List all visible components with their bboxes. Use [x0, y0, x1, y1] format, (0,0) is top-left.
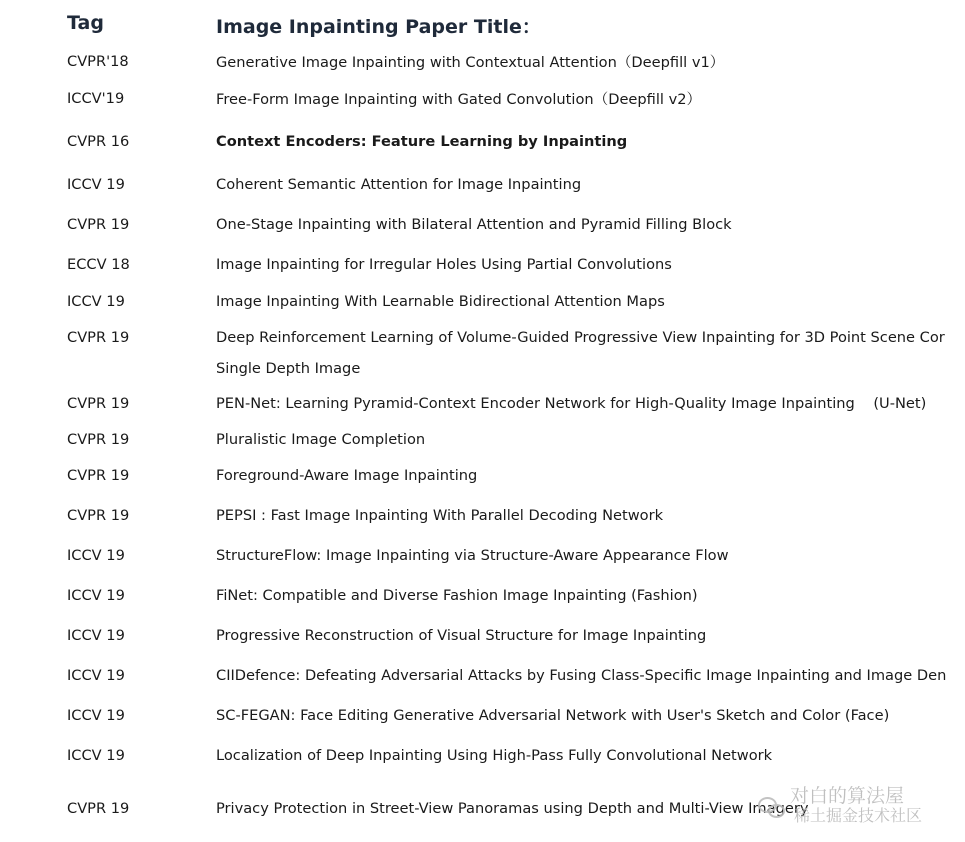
- row-tag: CVPR 19: [67, 329, 130, 346]
- row-title: One-Stage Inpainting with Bilateral Attention and Pyramid Filling Block: [216, 216, 732, 233]
- row-tag: CVPR 19: [67, 431, 130, 448]
- row-title: Deep Reinforcement Learning of Volume-Guided Progressive View Inpainting for 3D Point Scene Cor: [216, 329, 945, 346]
- row-title: Free-Form Image Inpainting with Gated Convolution（Deepfill v2）: [216, 91, 702, 108]
- row-title: PEPSI : Fast Image Inpainting With Parallel Decoding Network: [216, 507, 664, 524]
- row-tag: ICCV'19: [67, 90, 125, 107]
- watermark-text: [790, 786, 922, 826]
- row-title: Pluralistic Image Completion: [216, 431, 426, 448]
- row-tag: ECCV 18: [67, 256, 130, 273]
- row-title: FiNet: Compatible and Diverse Fashion Image Inpainting (Fashion): [216, 587, 698, 604]
- row-title-continued: Single Depth Image: [216, 360, 361, 377]
- row-tag: CVPR 16: [67, 133, 130, 150]
- row-title: PEN-Net: Learning Pyramid-Context Encoder Network for High-Quality Image Inpainting (U-Net): [216, 395, 927, 412]
- row-title: SC-FEGAN: Face Editing Generative Adversarial Network with User's Sketch and Color (Face): [216, 707, 890, 724]
- row-tag: CVPR 19: [67, 395, 130, 412]
- watermark: [758, 786, 922, 826]
- row-tag: ICCV 19: [67, 293, 125, 310]
- wechat-icon: [758, 795, 784, 817]
- row-title: Generative Image Inpainting with Contextual Attention（Deepfill v1）: [216, 54, 725, 71]
- row-tag: CVPR 19: [67, 507, 130, 524]
- row-title: Coherent Semantic Attention for Image Inpainting: [216, 176, 582, 193]
- row-title: CIIDefence: Defeating Adversarial Attacks by Fusing Class-Specific Image Inpainting and Image Den: [216, 667, 947, 684]
- row-tag: ICCV 19: [67, 587, 125, 604]
- watermark-line2: 稀土掘金技术社区: [794, 806, 923, 825]
- row-title: Context Encoders: Feature Learning by Inpainting: [216, 133, 628, 150]
- row-tag: ICCV 19: [67, 627, 125, 644]
- row-tag: ICCV 19: [67, 547, 125, 564]
- row-tag: CVPR'18: [67, 53, 129, 70]
- row-title: Image Inpainting With Learnable Bidirectional Attention Maps: [216, 293, 665, 310]
- row-tag: CVPR 19: [67, 467, 130, 484]
- row-title: Image Inpainting for Irregular Holes Using Partial Convolutions: [216, 256, 672, 273]
- row-tag: ICCV 19: [67, 747, 125, 764]
- header-title: Image Inpainting Paper Title：: [216, 16, 541, 38]
- header-tag: Tag: [67, 12, 104, 34]
- row-tag: CVPR 19: [67, 800, 130, 817]
- row-title: Localization of Deep Inpainting Using High-Pass Fully Convolutional Network: [216, 747, 773, 764]
- watermark-line1: 对白的算法屋: [790, 785, 905, 807]
- row-title: Privacy Protection in Street-View Panoramas using Depth and Multi-View Imagery: [216, 800, 809, 817]
- row-title: StructureFlow: Image Inpainting via Structure-Aware Appearance Flow: [216, 547, 729, 564]
- row-tag: ICCV 19: [67, 176, 125, 193]
- row-tag: ICCV 19: [67, 707, 125, 724]
- row-title: Foreground-Aware Image Inpainting: [216, 467, 478, 484]
- row-tag: ICCV 19: [67, 667, 125, 684]
- row-title: Progressive Reconstruction of Visual Structure for Image Inpainting: [216, 627, 707, 644]
- row-tag: CVPR 19: [67, 216, 130, 233]
